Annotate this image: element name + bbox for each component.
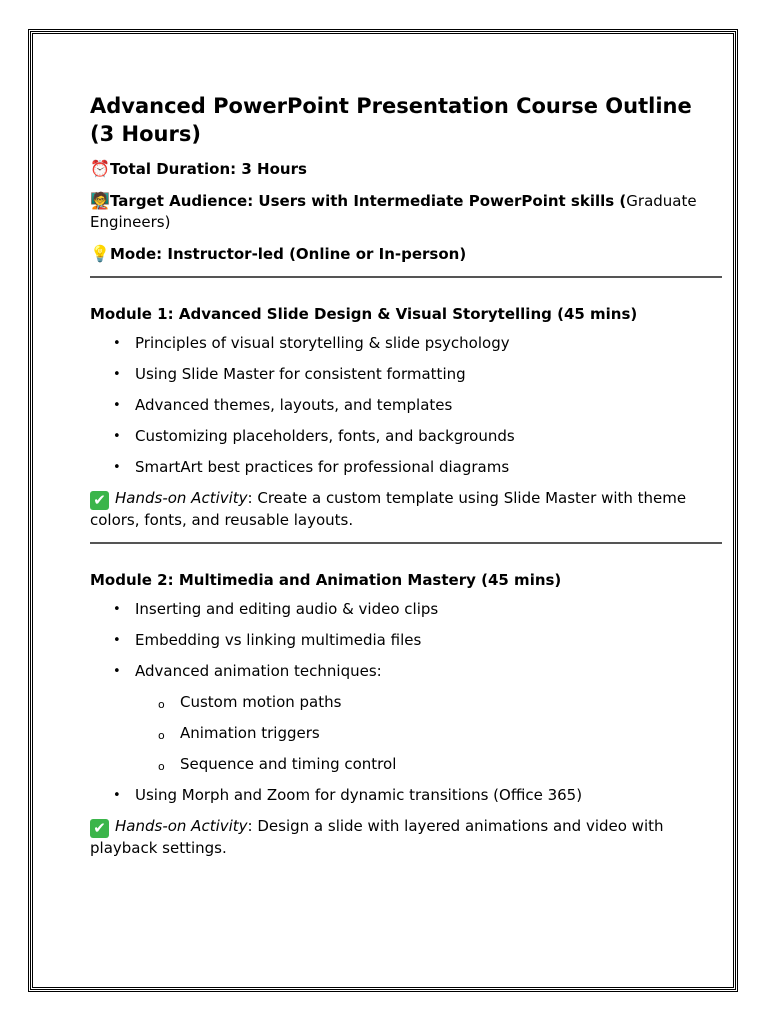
module-topic-list [90,333,722,478]
list-item: • Embedding vs linking multimedia files [135,630,722,651]
activity-text: : Design a slide with layered animations and video with playback settings. [90,817,664,857]
check-mark-icon: ✔ [90,491,109,510]
list-item: • Customizing placeholders, fonts, and backgrounds [135,426,722,447]
teacher-icon: 🧑‍🏫 [90,191,110,210]
alarm-clock-icon: ⏰ [90,159,110,178]
meta-extra: Graduate Engineers) [90,192,697,231]
list-item-text: Advanced animation techniques: [135,662,382,680]
module-title: Module 2: Multimedia and Animation Mastery (45 mins) [90,571,562,589]
course-meta [90,158,722,265]
meta-label: Target Audience: Users with Intermediate PowerPoint skills ( [110,192,627,210]
check-mark-icon: ✔ [90,819,109,838]
modules [90,276,722,859]
hands-on-activity [90,488,722,531]
list-item: • Principles of visual storytelling & slide psychology [135,333,722,354]
list-item [135,661,722,775]
hands-on-activity [90,816,722,859]
sub-list-item: o Sequence and timing control [180,754,722,775]
document-title: Advanced PowerPoint Presentation Course Outline (3 Hours) [90,94,692,146]
meta-line [90,190,722,233]
meta-line [90,243,722,265]
module-title: Module 1: Advanced Slide Design & Visual Storytelling (45 mins) [90,305,638,323]
meta-label: Total Duration: 3 Hours [110,160,307,178]
activity-label: Hands-on Activity [115,489,248,507]
module-topic-list [90,599,722,806]
module-section [90,304,722,531]
section-divider [90,276,722,278]
module-section [90,570,722,859]
activity-label: Hands-on Activity [115,817,248,835]
sub-list-item: o Animation triggers [180,723,722,744]
list-item: • Advanced themes, layouts, and templates [135,395,722,416]
sub-topic-list [135,692,722,775]
activity-text: : Create a custom template using Slide Master with theme colors, fonts, and reusable layouts. [90,489,687,529]
list-item: • Using Morph and Zoom for dynamic transitions (Office 365) [135,785,722,806]
meta-label: Mode: Instructor-led (Online or In-person) [110,245,467,263]
document-body [90,92,722,859]
sub-list-item: o Custom motion paths [180,692,722,713]
light-bulb-icon: 💡 [90,244,110,263]
meta-line [90,158,722,180]
list-item: • Using Slide Master for consistent formatting [135,364,722,385]
list-item: • SmartArt best practices for professional diagrams [135,457,722,478]
list-item: • Inserting and editing audio & video clips [135,599,722,620]
section-divider [90,542,722,544]
